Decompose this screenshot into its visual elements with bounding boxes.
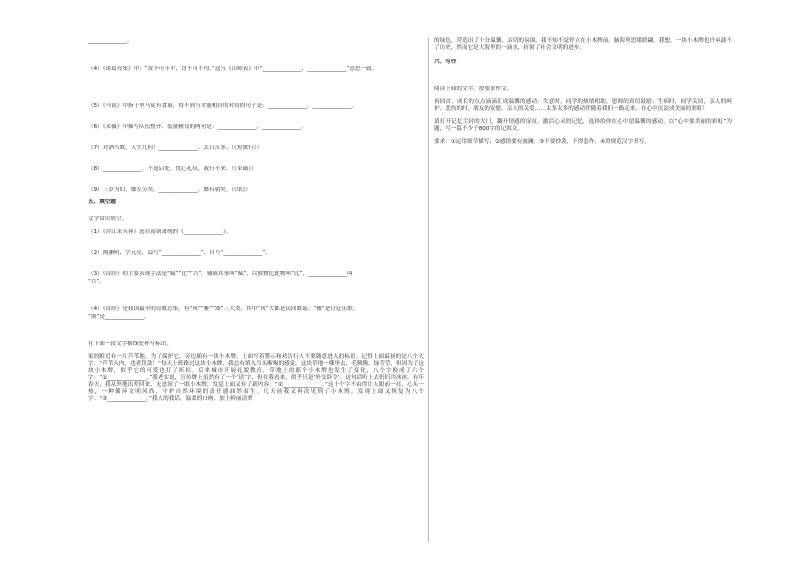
left-column [88, 34, 424, 403]
fill-4-line-2: “颂”是______________。 [88, 314, 150, 320]
passage-continuation: 的绿色，营造出了十分温馨、亲切的氛围。我不知不觉停立在小木牌前，脑海里思绪联翩。我想，一块小木牌也许承载不了历史，然而它是大海里的一滴水，折射了社会文明的进步。 [434, 38, 732, 51]
text-line: ______________。 [88, 38, 133, 44]
question-7: （7）对酒当歌，人生几何！______________，去日苦多。（《短歌行》） [88, 145, 263, 151]
writing-para-2: 请打开记忆尘封的大门，翻开情感的扉页，激活心灵的记忆，选择给你在心中留温馨的感动，以“心中那美丽的彩虹”为题，写一篇不少于800字的记叙文。 [434, 119, 732, 132]
section-title-5: 五、填空题 [88, 199, 116, 205]
right-column [434, 34, 732, 146]
fill-2: （2）陶渊明，字元亮，谥号“______________”，自号“______________”。 [88, 250, 271, 256]
fill-3-line-1: （3）《诗经》的主要表现手法是“赋”“比”“兴”。铺陈其事叫“赋”，以彼物比此物叫“比”，______________叫 [88, 271, 353, 277]
question-6: （6）《采薇》中描写队伍整齐、装备精良的两句是：______________，______________。 [88, 124, 307, 130]
fill-1: （1）《涉江采芙蓉》选自南朝萧统的《______________》。 [88, 229, 232, 235]
fill-4-line-1: （4）《诗经》是我国最早的诗歌总集，有“风”“雅”“颂”三大类，其中“风”大都是民间歌谣；“雅”是宫廷乐歌； [88, 306, 359, 312]
writing-prompt: 阅读下面的文字，按要求作文。 [434, 86, 513, 92]
fill-3-line-2: “兴”。 [88, 279, 105, 285]
section-title-6: 六、写作 [434, 59, 457, 65]
lit-instruction: 文学常识填空。 [88, 216, 128, 222]
writing-requirements: 要求：①运用细节描写；②感情要有波澜；③不要抄袭，不得套作；④用规范汉字书写。 [434, 139, 650, 145]
question-9: （9）三岁为妇，靡室劳矣。______________，靡有朝矣。（《氓》） [88, 187, 251, 193]
writing-para-1: 再回首，成长的点点滴滴汇成温馨的感动：失意时，同学的热情相助，恩师的真切鼓励；生病时，同学关切，亲人的呵护；悲伤的时，朋友的安慰，亲人的关爱……太多太多的感动伴随着我们一路走来，在心中沉淀成美丽的彩虹！ [434, 99, 732, 112]
question-8: （8）______________，不遑启处。忧心孔疚，我行不来。（《采薇》） [88, 166, 257, 172]
question-5: （5）《马说》中指千里马徒有食量，得不到与才能相符的对待的句子是：______________，______________。 [88, 103, 358, 109]
slogan-instruction: 在下面一段文字横线处补写标语。 [88, 341, 172, 347]
slogan-passage: 家的附近有一片芦苇地，为了保护它，旁边插有一块小木牌，上面写着警示和劝告行人不要随意进入的标语。记得上面最初的是八个大字：“芦苇入内，违者罚款！”每天上班路过这块小木牌，我总有填入当头断喝的感觉。这块草地一哪里去，毛腾腾、绿莹莹，但因为了这块小木牌，似乎它的可爱也打了折扣。后来城市开展礼貌教育，草地上的那个小木牌也发生了变化，八个字换成了六个字：“①______________。”我老实说，宣传牌上虽然有了一个‘请’字，但在我看来，似乎只是‘外交辞令’。这句话听上去仍旧冷冰冰。有年春天，我从外地出差回来，无意间了一眼小木牌，发觉上面又有了新内容：“②______________。”这十个字不由得让人眼前一亮，心头一热，一种循环文明风尚、守护自然环境的责任感油然而生。几天前我又再次见到了小木牌，发现上面又恢复为八个字：“③______________。”我人的我话，温柔的口吻，加上鲜丽清翠 [88, 354, 424, 402]
column-divider [428, 38, 429, 542]
question-4: （4）《诸葛亮集》中：“赏不可不平，罚不可不均。”这与《出师表》中“______________，______________”意思一致。 [88, 66, 378, 72]
